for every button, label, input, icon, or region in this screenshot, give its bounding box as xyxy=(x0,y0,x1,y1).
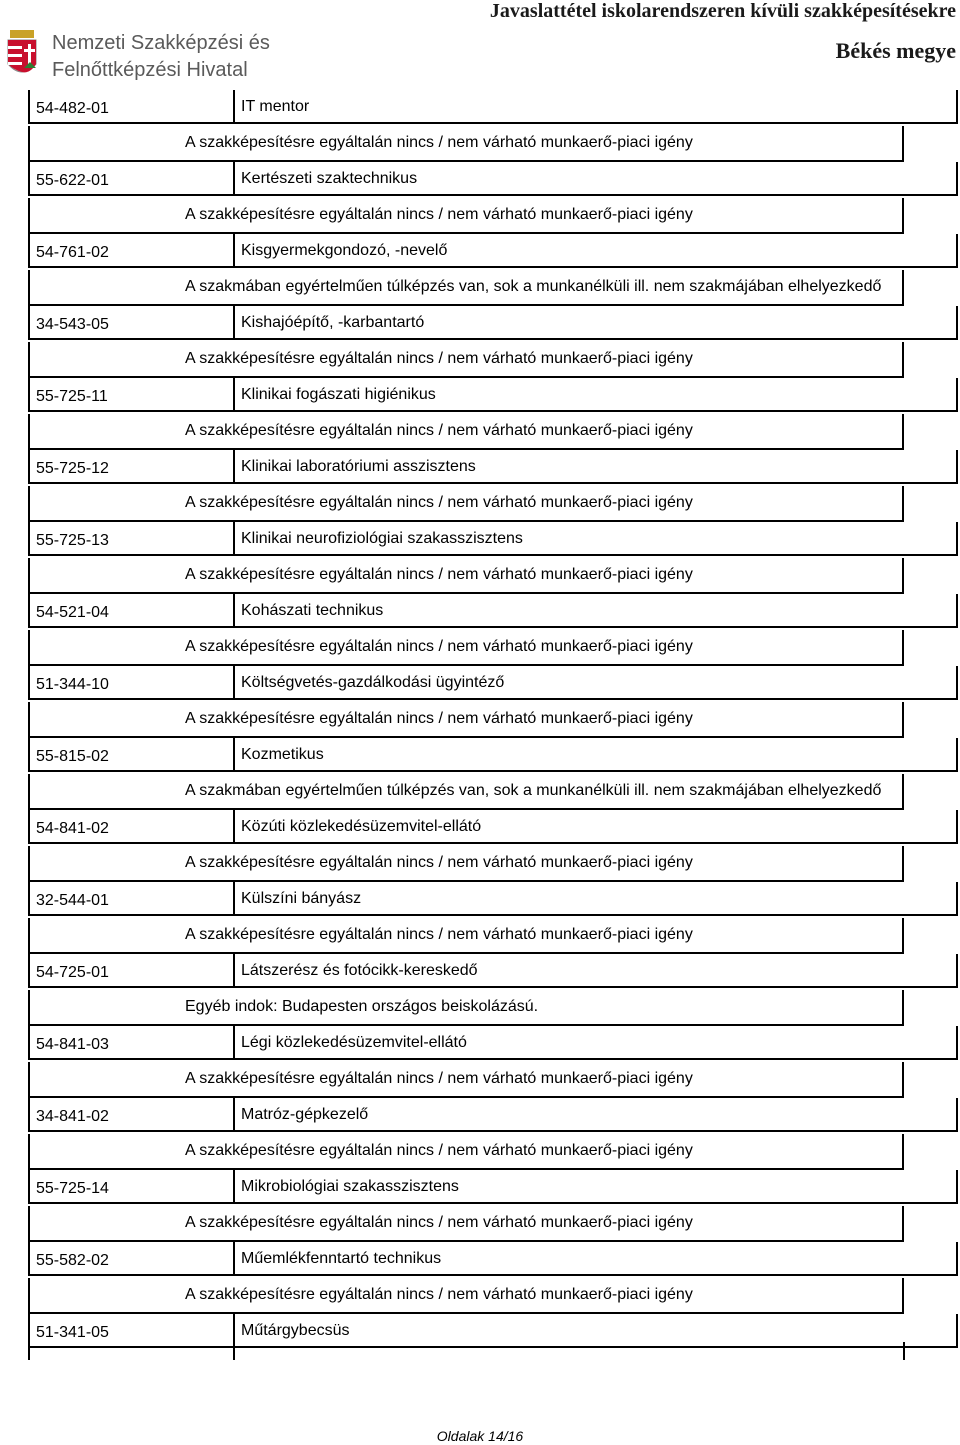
name-cell xyxy=(233,450,958,484)
name-cell xyxy=(233,594,958,628)
qualification-reason: A szakképesítésre egyáltalán nincs / nem várható munkaerő-piaci igény xyxy=(185,1070,693,1087)
code-cell xyxy=(28,1242,233,1276)
qualification-code: 54-521-04 xyxy=(36,604,109,621)
qualification-name: Klinikai fogászati higiénikus xyxy=(241,386,436,403)
qualification-name: Mikrobiológiai szakasszisztens xyxy=(241,1178,459,1195)
code-cell xyxy=(28,1098,233,1132)
qualification-reason: A szakképesítésre egyáltalán nincs / nem várható munkaerő-piaci igény xyxy=(185,926,693,943)
qualification-reason: A szakképesítésre egyáltalán nincs / nem várható munkaerő-piaci igény xyxy=(185,134,693,151)
table-row xyxy=(28,666,958,738)
hungarian-coat-of-arms-logo xyxy=(4,24,40,84)
table-row xyxy=(28,882,958,954)
qualification-code: 54-761-02 xyxy=(36,244,109,261)
table-row xyxy=(28,1170,958,1242)
qualification-reason: A szakmában egyértelműen túlképzés van, sok a munkanélküli ill. nem szakmájában elhelyezkedő xyxy=(185,782,882,799)
code-cell xyxy=(28,234,233,268)
table-row xyxy=(28,1314,958,1386)
qualification-code: 55-725-13 xyxy=(36,532,109,549)
code-cell xyxy=(28,738,233,772)
note-cell xyxy=(28,126,904,162)
name-cell xyxy=(233,1314,958,1348)
name-cell xyxy=(233,1170,958,1204)
qualification-code: 54-841-03 xyxy=(36,1036,109,1053)
qualification-reason: A szakképesítésre egyáltalán nincs / nem várható munkaerő-piaci igény xyxy=(185,494,693,511)
qualification-name: Látszerész és fotócikk-kereskedő xyxy=(241,962,478,979)
table-row xyxy=(28,1026,958,1098)
qualification-code: 55-582-02 xyxy=(36,1252,109,1269)
note-cell xyxy=(28,1278,904,1314)
qualification-code: 32-544-01 xyxy=(36,892,109,909)
qualification-reason: A szakképesítésre egyáltalán nincs / nem várható munkaerő-piaci igény xyxy=(185,350,693,367)
table-row xyxy=(28,378,958,450)
qualification-code: 51-341-05 xyxy=(36,1324,109,1341)
qualification-reason: A szakképesítésre egyáltalán nincs / nem várható munkaerő-piaci igény xyxy=(185,422,693,439)
qualifications-table xyxy=(28,90,958,1386)
code-cell xyxy=(28,450,233,484)
qualification-name: Közúti közlekedésüzemvitel-ellátó xyxy=(241,818,482,835)
code-cell xyxy=(28,594,233,628)
code-cell xyxy=(28,522,233,556)
name-cell xyxy=(233,810,958,844)
qualification-name: Kishajóépítő, -karbantartó xyxy=(241,314,425,331)
table-border-tail xyxy=(28,1342,30,1360)
qualification-code: 54-841-02 xyxy=(36,820,109,837)
note-cell xyxy=(28,1062,904,1098)
qualification-reason: A szakképesítésre egyáltalán nincs / nem várható munkaerő-piaci igény xyxy=(185,1214,693,1231)
organization-name: Nemzeti Szakképzési és Felnőttképzési Hivatal xyxy=(52,32,270,81)
table-border-tail xyxy=(903,1342,905,1360)
qualification-reason: A szakképesítésre egyáltalán nincs / nem várható munkaerő-piaci igény xyxy=(185,566,693,583)
page-number: Oldalak 14/16 xyxy=(436,1428,524,1444)
note-cell xyxy=(28,486,904,522)
qualification-name: Klinikai laboratóriumi asszisztens xyxy=(241,458,476,475)
qualification-reason: A szakmában egyértelműen túlképzés van, sok a munkanélküli ill. nem szakmájában elhelyezkedő xyxy=(185,278,882,295)
code-cell xyxy=(28,162,233,196)
name-cell xyxy=(233,378,958,412)
name-cell xyxy=(233,234,958,268)
qualification-reason: A szakképesítésre egyáltalán nincs / nem várható munkaerő-piaci igény xyxy=(185,1142,693,1159)
qualification-name: Műemlékfenntartó technikus xyxy=(241,1250,442,1267)
table-row xyxy=(28,1242,958,1314)
qualification-code: 55-815-02 xyxy=(36,748,109,765)
qualification-reason: A szakképesítésre egyáltalán nincs / nem várható munkaerő-piaci igény xyxy=(185,710,693,727)
code-cell xyxy=(28,1170,233,1204)
qualification-name: Kisgyermekgondozó, -nevelő xyxy=(241,242,448,259)
code-cell xyxy=(28,306,233,340)
note-cell xyxy=(28,990,904,1026)
code-cell xyxy=(28,882,233,916)
name-cell xyxy=(233,1098,958,1132)
qualification-reason: Egyéb indok: Budapesten országos beiskolázású. xyxy=(185,998,539,1015)
qualification-name: Kozmetikus xyxy=(241,746,324,763)
document-title: Javaslattétel iskolarendszeren kívüli szakképesítésekre xyxy=(489,0,956,22)
qualification-name: Klinikai neurofiziológiai szakasszisztens xyxy=(241,530,523,547)
qualification-name: Matróz-gépkezelő xyxy=(241,1106,369,1123)
note-cell xyxy=(28,1206,904,1242)
table-row xyxy=(28,522,958,594)
code-cell xyxy=(28,1314,233,1348)
table-row xyxy=(28,954,958,1026)
qualification-name: Költségvetés-gazdálkodási ügyintéző xyxy=(241,674,505,691)
name-cell xyxy=(233,954,958,988)
page-header xyxy=(0,0,960,90)
qualification-code: 55-725-11 xyxy=(36,388,108,405)
code-cell xyxy=(28,954,233,988)
table-row xyxy=(28,306,958,378)
name-cell xyxy=(233,882,958,916)
table-row xyxy=(28,1098,958,1170)
qualification-code: 55-725-14 xyxy=(36,1180,109,1197)
name-cell xyxy=(233,522,958,556)
note-cell xyxy=(28,342,904,378)
note-cell xyxy=(28,702,904,738)
qualification-name: Műtárgybecsüs xyxy=(241,1322,350,1339)
name-cell xyxy=(233,90,958,124)
note-cell xyxy=(28,846,904,882)
note-cell xyxy=(28,918,904,954)
table-border-tail xyxy=(233,1342,235,1360)
region-title: Békés megye xyxy=(835,38,956,63)
qualification-reason: A szakképesítésre egyáltalán nincs / nem várható munkaerő-piaci igény xyxy=(185,206,693,223)
qualification-reason: A szakképesítésre egyáltalán nincs / nem várható munkaerő-piaci igény xyxy=(185,854,693,871)
note-cell xyxy=(28,1134,904,1170)
note-cell xyxy=(28,198,904,234)
code-cell xyxy=(28,378,233,412)
qualification-code: 55-725-12 xyxy=(36,460,109,477)
code-cell xyxy=(28,810,233,844)
name-cell xyxy=(233,1026,958,1060)
table-row xyxy=(28,234,958,306)
qualification-name: Kohászati technikus xyxy=(241,602,384,619)
qualification-code: 34-543-05 xyxy=(36,316,109,333)
table-row xyxy=(28,810,958,882)
code-cell xyxy=(28,90,233,124)
qualification-code: 51-344-10 xyxy=(36,676,109,693)
qualification-code: 54-725-01 xyxy=(36,964,109,981)
qualification-code: 55-622-01 xyxy=(36,172,109,189)
name-cell xyxy=(233,306,958,340)
table-row xyxy=(28,162,958,234)
code-cell xyxy=(28,666,233,700)
qualification-reason: A szakképesítésre egyáltalán nincs / nem várható munkaerő-piaci igény xyxy=(185,638,693,655)
table-row xyxy=(28,90,958,162)
name-cell xyxy=(233,666,958,700)
page-footer xyxy=(0,1428,960,1444)
table-row xyxy=(28,594,958,666)
qualification-name: Kertészeti szaktechnikus xyxy=(241,170,418,187)
note-cell xyxy=(28,630,904,666)
qualification-name: Külszíni bányász xyxy=(241,890,362,907)
qualification-reason: A szakképesítésre egyáltalán nincs / nem várható munkaerő-piaci igény xyxy=(185,1286,693,1303)
name-cell xyxy=(233,1242,958,1276)
qualification-name: IT mentor xyxy=(241,98,310,115)
note-cell xyxy=(28,270,904,306)
note-cell xyxy=(28,774,904,810)
note-cell xyxy=(28,414,904,450)
table-row xyxy=(28,738,958,810)
name-cell xyxy=(233,162,958,196)
qualification-name: Légi közlekedésüzemvitel-ellátó xyxy=(241,1034,467,1051)
name-cell xyxy=(233,738,958,772)
note-cell xyxy=(28,558,904,594)
table-row xyxy=(28,450,958,522)
qualification-code: 34-841-02 xyxy=(36,1108,109,1125)
qualification-code: 54-482-01 xyxy=(36,100,109,117)
code-cell xyxy=(28,1026,233,1060)
